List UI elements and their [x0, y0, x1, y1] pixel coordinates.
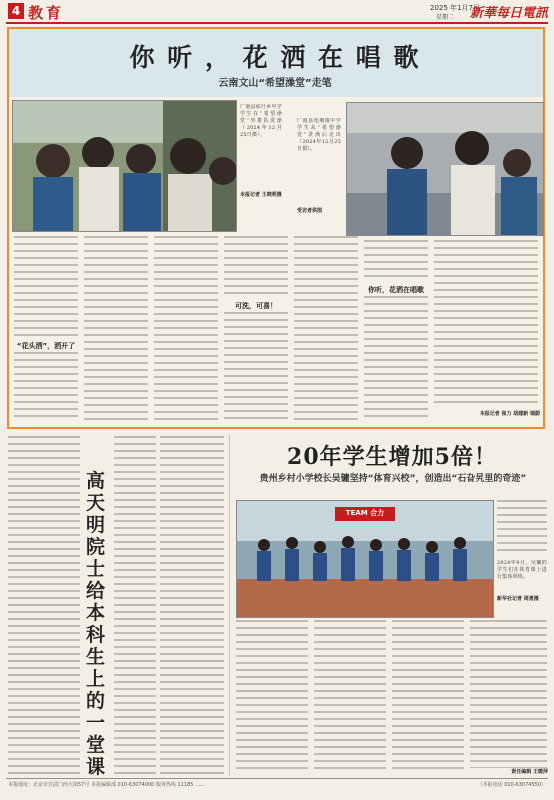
commentary-body-left — [8, 436, 80, 774]
caption-text-1: 广南县底圩乡中学学生在“希望澡堂”外排队洗澡（2024年12月25日摄）。 — [240, 104, 282, 138]
section-head-1: “花头洒”，洒开了 — [16, 342, 76, 350]
photo-caption-2 — [297, 118, 341, 215]
lead-col-1a — [14, 236, 78, 338]
second-col-2 — [314, 620, 386, 774]
caption-credit-1: 本报记者 王晓莉摄 — [240, 192, 282, 198]
issue-weekday: 星期二 — [436, 14, 455, 21]
photo-students-line — [12, 100, 237, 232]
lead-col-1b — [14, 352, 78, 422]
page-number: 4 — [8, 3, 24, 19]
lead-byline: 本报记者 崔力 胡建新 瑞蔚 — [479, 411, 540, 417]
footer-left: 本报地址：北京市宣武门西大街57号 本报编辑部 010-63074000 服务热线 11185 …… — [8, 782, 206, 788]
section-head-2: 可洗，可喜！ — [235, 302, 277, 310]
caption-text-2: 广南县莲城镇中学学生从“希望澡堂”洗澡后走出（2024年12月25日摄）。 — [297, 118, 341, 152]
lead-subhead: 云南文山“希望澡堂”走笔 — [218, 78, 332, 89]
issue-date: 2025 年1月7日 — [430, 4, 480, 12]
footer-rule — [6, 778, 548, 779]
photo-caption-3 — [497, 560, 547, 603]
lead-col-5 — [294, 236, 358, 422]
second-col-1 — [236, 620, 308, 774]
caption-credit-3: 新华社记者 周勇摄 — [497, 596, 539, 602]
footer-right: （本报电话 010-63074550） — [477, 782, 546, 788]
lead-col-6b — [364, 296, 428, 422]
masthead-rule — [6, 22, 548, 24]
section-title: 教育 — [28, 4, 65, 22]
caption-credit-2: 受访者供图 — [297, 208, 323, 214]
section-head-3: 你听，花洒在唱歌 — [368, 286, 424, 294]
masthead — [0, 0, 554, 24]
photo-team-training — [236, 500, 494, 618]
lead-headline: 你 听 ， 花 洒 在 唱 歌 — [129, 43, 421, 72]
lead-col-3 — [154, 236, 218, 422]
commentary-body-right — [114, 436, 156, 774]
second-intro — [497, 500, 547, 556]
second-col-3 — [392, 620, 464, 774]
second-subhead: 贵州乡村小学校长吴镛坚持“体育兴校”，创造出“石旮旯里的奇迹” — [259, 474, 527, 484]
lead-col-4a — [224, 236, 288, 298]
commentary-body-right-2 — [160, 436, 224, 774]
lead-col-4b — [224, 312, 288, 422]
second-col-4 — [470, 620, 547, 768]
lead-col-6a — [364, 240, 428, 282]
column-divider — [229, 434, 230, 776]
brand-logo: 新華每日電訊 — [470, 6, 549, 21]
photo-caption-1 — [240, 104, 282, 199]
photo-students-smiling — [346, 102, 544, 236]
caption-text-3: 2024年9月，吴镛的学生们在体育课上进行集体训练。 — [497, 560, 547, 580]
banner-text: TEAM 合力 — [345, 509, 385, 517]
commentary-headline: 高天明院士给本科生上的一堂课 — [86, 470, 106, 778]
lead-col-7 — [434, 240, 538, 408]
editor-credit: 责任编辑 王暖萍 — [511, 769, 548, 775]
second-headline: 20年学生增加5倍！ — [287, 444, 497, 470]
lead-col-2 — [84, 236, 148, 422]
